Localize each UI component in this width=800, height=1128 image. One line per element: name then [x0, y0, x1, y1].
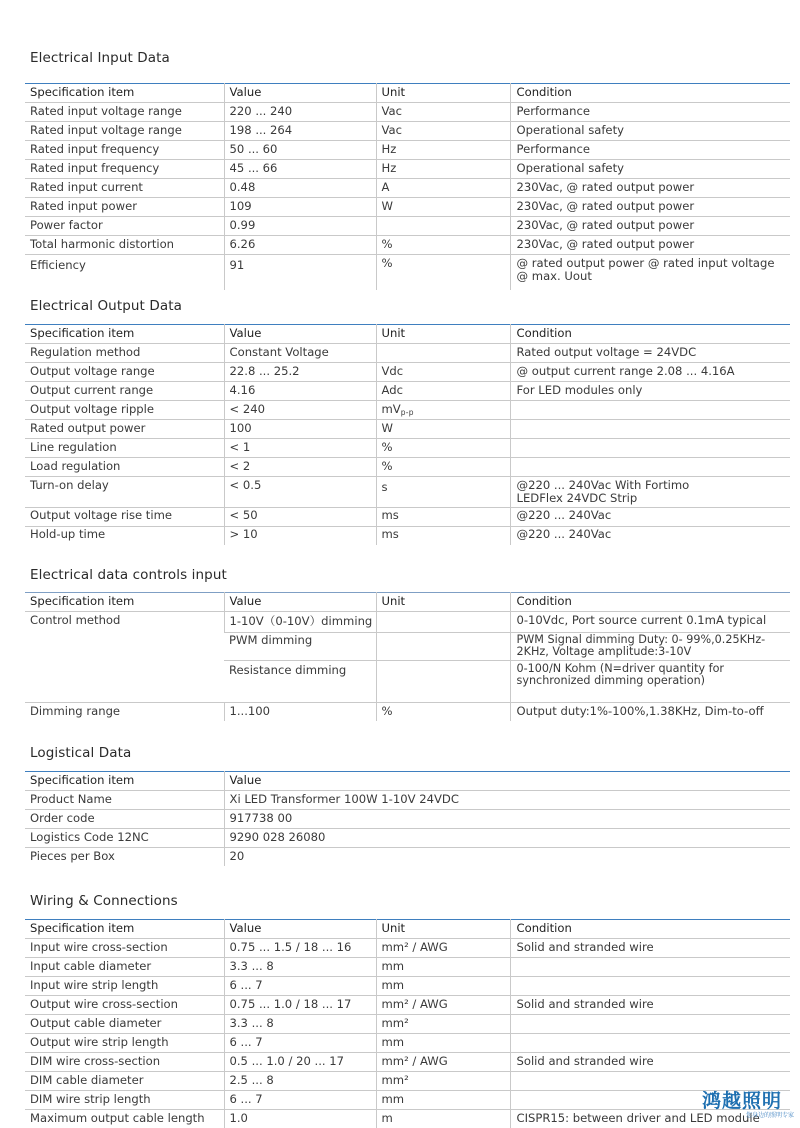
cell-item: Product Name — [25, 791, 224, 810]
table-row — [25, 507, 790, 526]
table-row — [25, 1015, 790, 1034]
cell-item: Output voltage ripple — [25, 401, 224, 420]
controls-input-table — [25, 592, 790, 721]
section-title: Electrical Output Data — [30, 298, 182, 314]
table-row — [25, 477, 790, 508]
cell-item: Rated input voltage range — [25, 103, 224, 122]
cell-unit: mm — [376, 958, 510, 977]
table-row — [25, 1034, 790, 1053]
cell-value: PWM dimming — [224, 632, 376, 661]
table-row — [25, 382, 790, 401]
cell-condition: Rated output voltage = 24VDC — [510, 344, 790, 363]
cell-item: Load regulation — [25, 458, 224, 477]
cell-condition: 230Vac, @ rated output power — [510, 198, 790, 217]
table-row — [25, 458, 790, 477]
table-row — [25, 1091, 790, 1110]
cell-item: Total harmonic distortion — [25, 236, 224, 255]
cell-item: Line regulation — [25, 439, 224, 458]
cell-value: 50 ... 60 — [224, 141, 376, 160]
table-row — [25, 401, 790, 420]
table-row — [25, 217, 790, 236]
section-title: Logistical Data — [30, 745, 131, 761]
cell-value: 6.26 — [224, 236, 376, 255]
cell-value: 109 — [224, 198, 376, 217]
electrical-output-table — [25, 324, 790, 545]
cell-value: 20 — [224, 848, 790, 867]
cell-value: 0.99 — [224, 217, 376, 236]
cell-unit: % — [376, 236, 510, 255]
cell-condition: @220 ... 240Vac — [510, 507, 790, 526]
cell-condition — [510, 401, 790, 420]
table-row — [25, 179, 790, 198]
cell-condition: Solid and stranded wire — [510, 939, 790, 958]
cell-unit — [376, 217, 510, 236]
table-row — [25, 829, 790, 848]
table-header-row — [25, 84, 790, 103]
cell-value: 22.8 ... 25.2 — [224, 363, 376, 382]
cell-value: 3.3 ... 8 — [224, 958, 376, 977]
cell-item: Dimming range — [25, 703, 224, 722]
cell-condition: Output duty:1%-100%,1.38KHz, Dim-to-off — [510, 703, 790, 722]
cell-value: 6 ... 7 — [224, 1034, 376, 1053]
cell-value: 0.75 ... 1.0 / 18 ... 17 — [224, 996, 376, 1015]
table-header-row — [25, 772, 790, 791]
cell-value: < 50 — [224, 507, 376, 526]
cell-item: Rated output power — [25, 420, 224, 439]
header-unit: Unit — [376, 84, 510, 103]
cell-unit — [376, 612, 510, 633]
header-value: Value — [224, 84, 376, 103]
cell-value: Constant Voltage — [224, 344, 376, 363]
cell-condition — [510, 977, 790, 996]
cell-item: Rated input frequency — [25, 160, 224, 179]
cell-unit: Hz — [376, 141, 510, 160]
cell-unit: Adc — [376, 382, 510, 401]
cell-value: 1...100 — [224, 703, 376, 722]
cell-condition: 230Vac, @ rated output power — [510, 179, 790, 198]
cell-condition: 230Vac, @ rated output power — [510, 217, 790, 236]
cell-item: Output voltage rise time — [25, 507, 224, 526]
cell-value: Resistance dimming — [224, 661, 376, 703]
cell-item: Turn-on delay — [25, 477, 224, 508]
header-spec: Specification item — [25, 772, 224, 791]
header-unit: Unit — [376, 920, 510, 939]
cell-condition: 0-100/N Kohm (N=driver quantity for synchronized dimming operation) — [510, 661, 790, 703]
cell-value: 9290 028 26080 — [224, 829, 790, 848]
cell-condition — [510, 1034, 790, 1053]
cell-value: 220 ... 240 — [224, 103, 376, 122]
table-row — [25, 1053, 790, 1072]
cell-condition: @ rated output power @ rated input voltage @ max. Uout — [510, 255, 790, 291]
cell-unit: mm — [376, 1091, 510, 1110]
table-header-row — [25, 593, 790, 612]
cell-unit: Vac — [376, 122, 510, 141]
cell-value: 4.16 — [224, 382, 376, 401]
cell-unit: Hz — [376, 160, 510, 179]
cell-unit: mm² / AWG — [376, 1053, 510, 1072]
cell-item: Input wire strip length — [25, 977, 224, 996]
watermark-slogan: 您身边的照明专家 — [702, 1112, 798, 1120]
cell-unit: mm — [376, 977, 510, 996]
cell-unit: % — [376, 703, 510, 722]
cell-item: Output wire cross-section — [25, 996, 224, 1015]
cell-condition: Solid and stranded wire — [510, 996, 790, 1015]
table-row — [25, 1072, 790, 1091]
cell-condition: Solid and stranded wire — [510, 1053, 790, 1072]
cell-value: 6 ... 7 — [224, 1091, 376, 1110]
table-row — [25, 703, 790, 722]
header-condition: Condition — [510, 920, 790, 939]
table-header-row — [25, 325, 790, 344]
header-spec: Specification item — [25, 920, 224, 939]
unit-subscript: p-p — [401, 408, 414, 417]
table-row — [25, 996, 790, 1015]
cell-unit: mm — [376, 1034, 510, 1053]
cell-item: Output current range — [25, 382, 224, 401]
cell-condition — [510, 1015, 790, 1034]
cell-unit: s — [376, 477, 510, 508]
cell-value: 0.48 — [224, 179, 376, 198]
table-row — [25, 363, 790, 382]
logistical-table — [25, 771, 790, 866]
header-spec: Specification item — [25, 325, 224, 344]
cell-unit — [376, 401, 510, 420]
cell-item: Input cable diameter — [25, 958, 224, 977]
table-row — [25, 791, 790, 810]
cell-value: > 10 — [224, 526, 376, 545]
cell-condition: @ output current range 2.08 ... 4.16A — [510, 363, 790, 382]
table-row — [25, 526, 790, 545]
cell-value: < 0.5 — [224, 477, 376, 508]
cell-item: Rated input frequency — [25, 141, 224, 160]
cell-value: < 2 — [224, 458, 376, 477]
cell-item: Maximum output cable length — [25, 1110, 224, 1128]
cell-unit: mm² — [376, 1015, 510, 1034]
section-title: Electrical Input Data — [30, 50, 170, 66]
table-row — [25, 848, 790, 867]
watermark-text: 鸿越照明 — [702, 1090, 798, 1112]
cell-condition: For LED modules only — [510, 382, 790, 401]
header-spec: Specification item — [25, 84, 224, 103]
cell-item: DIM cable diameter — [25, 1072, 224, 1091]
cell-item: Order code — [25, 810, 224, 829]
electrical-input-table — [25, 83, 790, 290]
cell-item: Control method — [25, 612, 224, 703]
cell-value: 91 — [224, 255, 376, 291]
cell-value: 198 ... 264 — [224, 122, 376, 141]
table-row — [25, 141, 790, 160]
cell-item: Efficiency — [25, 255, 224, 291]
wiring-table — [25, 919, 790, 1128]
cell-condition — [510, 1072, 790, 1091]
table-header-row — [25, 920, 790, 939]
cell-value: 1.0 — [224, 1110, 376, 1128]
cell-value: 917738 00 — [224, 810, 790, 829]
cell-unit — [376, 344, 510, 363]
cell-item: Pieces per Box — [25, 848, 224, 867]
unit-main: mV — [382, 402, 401, 416]
table-row — [25, 939, 790, 958]
cell-value: < 240 — [224, 401, 376, 420]
cell-unit: mm² / AWG — [376, 939, 510, 958]
cell-unit: ms — [376, 526, 510, 545]
cell-unit: Vac — [376, 103, 510, 122]
cell-item: Power factor — [25, 217, 224, 236]
cell-unit: mm² — [376, 1072, 510, 1091]
table-row — [25, 1110, 790, 1128]
cell-value: Xi LED Transformer 100W 1-10V 24VDC — [224, 791, 790, 810]
table-row — [25, 103, 790, 122]
cell-item: Output cable diameter — [25, 1015, 224, 1034]
table-row — [25, 122, 790, 141]
section-title: Wiring & Connections — [30, 893, 178, 909]
cell-value: 0.5 ... 1.0 / 20 ... 17 — [224, 1053, 376, 1072]
header-condition: Condition — [510, 325, 790, 344]
cell-value: 6 ... 7 — [224, 977, 376, 996]
table-row — [25, 439, 790, 458]
cell-value: < 1 — [224, 439, 376, 458]
cell-value: 2.5 ... 8 — [224, 1072, 376, 1091]
watermark-logo — [702, 1090, 798, 1124]
cell-item: Rated input voltage range — [25, 122, 224, 141]
header-unit: Unit — [376, 593, 510, 612]
cell-unit: mm² / AWG — [376, 996, 510, 1015]
cell-condition: Performance — [510, 141, 790, 160]
header-condition: Condition — [510, 593, 790, 612]
cell-unit: % — [376, 255, 510, 291]
section-title: Electrical data controls input — [30, 567, 227, 583]
header-condition: Condition — [510, 84, 790, 103]
header-value: Value — [224, 920, 376, 939]
cell-condition: @220 ... 240Vac With Fortimo LEDFlex 24VDC Strip — [510, 477, 790, 508]
table-row — [25, 958, 790, 977]
cell-condition — [510, 439, 790, 458]
cell-condition: 0-10Vdc, Port source current 0.1mA typical — [510, 612, 790, 633]
cell-unit — [376, 661, 510, 703]
cell-value: 0.75 ... 1.5 / 18 ... 16 — [224, 939, 376, 958]
header-spec: Specification item — [25, 593, 224, 612]
header-value: Value — [224, 325, 376, 344]
table-row — [25, 160, 790, 179]
cell-condition: 230Vac, @ rated output power — [510, 236, 790, 255]
cell-item: Hold-up time — [25, 526, 224, 545]
table-row — [25, 810, 790, 829]
cell-condition — [510, 958, 790, 977]
header-value: Value — [224, 772, 790, 791]
cell-condition: CISPR15: between driver and LED module — [510, 1110, 790, 1128]
cell-value: 1-10V（0-10V）dimming — [224, 612, 376, 633]
cell-condition — [510, 458, 790, 477]
cell-condition: Performance — [510, 103, 790, 122]
table-row — [25, 977, 790, 996]
table-row — [25, 612, 790, 633]
cell-value: 3.3 ... 8 — [224, 1015, 376, 1034]
cell-condition: Operational safety — [510, 122, 790, 141]
cell-unit: W — [376, 198, 510, 217]
cell-unit: m — [376, 1110, 510, 1128]
cell-item: Output wire strip length — [25, 1034, 224, 1053]
cell-item: Rated input current — [25, 179, 224, 198]
table-row — [25, 420, 790, 439]
cell-unit: ms — [376, 507, 510, 526]
table-row — [25, 344, 790, 363]
table-row — [25, 236, 790, 255]
cell-unit — [376, 632, 510, 661]
cell-item: DIM wire cross-section — [25, 1053, 224, 1072]
cell-item: Output voltage range — [25, 363, 224, 382]
cell-unit: % — [376, 458, 510, 477]
cell-item: Regulation method — [25, 344, 224, 363]
cell-condition: Operational safety — [510, 160, 790, 179]
cell-unit: W — [376, 420, 510, 439]
cell-unit: A — [376, 179, 510, 198]
cell-item: DIM wire strip length — [25, 1091, 224, 1110]
cell-item: Input wire cross-section — [25, 939, 224, 958]
cell-condition: PWM Signal dimming Duty: 0- 99%,0.25KHz-2KHz, Voltage amplitude:3-10V — [510, 632, 790, 661]
table-row — [25, 255, 790, 291]
cell-item: Logistics Code 12NC — [25, 829, 224, 848]
cell-value: 100 — [224, 420, 376, 439]
cell-unit: % — [376, 439, 510, 458]
header-value: Value — [224, 593, 376, 612]
cell-condition — [510, 420, 790, 439]
cell-item: Rated input power — [25, 198, 224, 217]
table-row — [25, 198, 790, 217]
header-unit: Unit — [376, 325, 510, 344]
cell-condition: @220 ... 240Vac — [510, 526, 790, 545]
cell-unit: Vdc — [376, 363, 510, 382]
cell-value: 45 ... 66 — [224, 160, 376, 179]
